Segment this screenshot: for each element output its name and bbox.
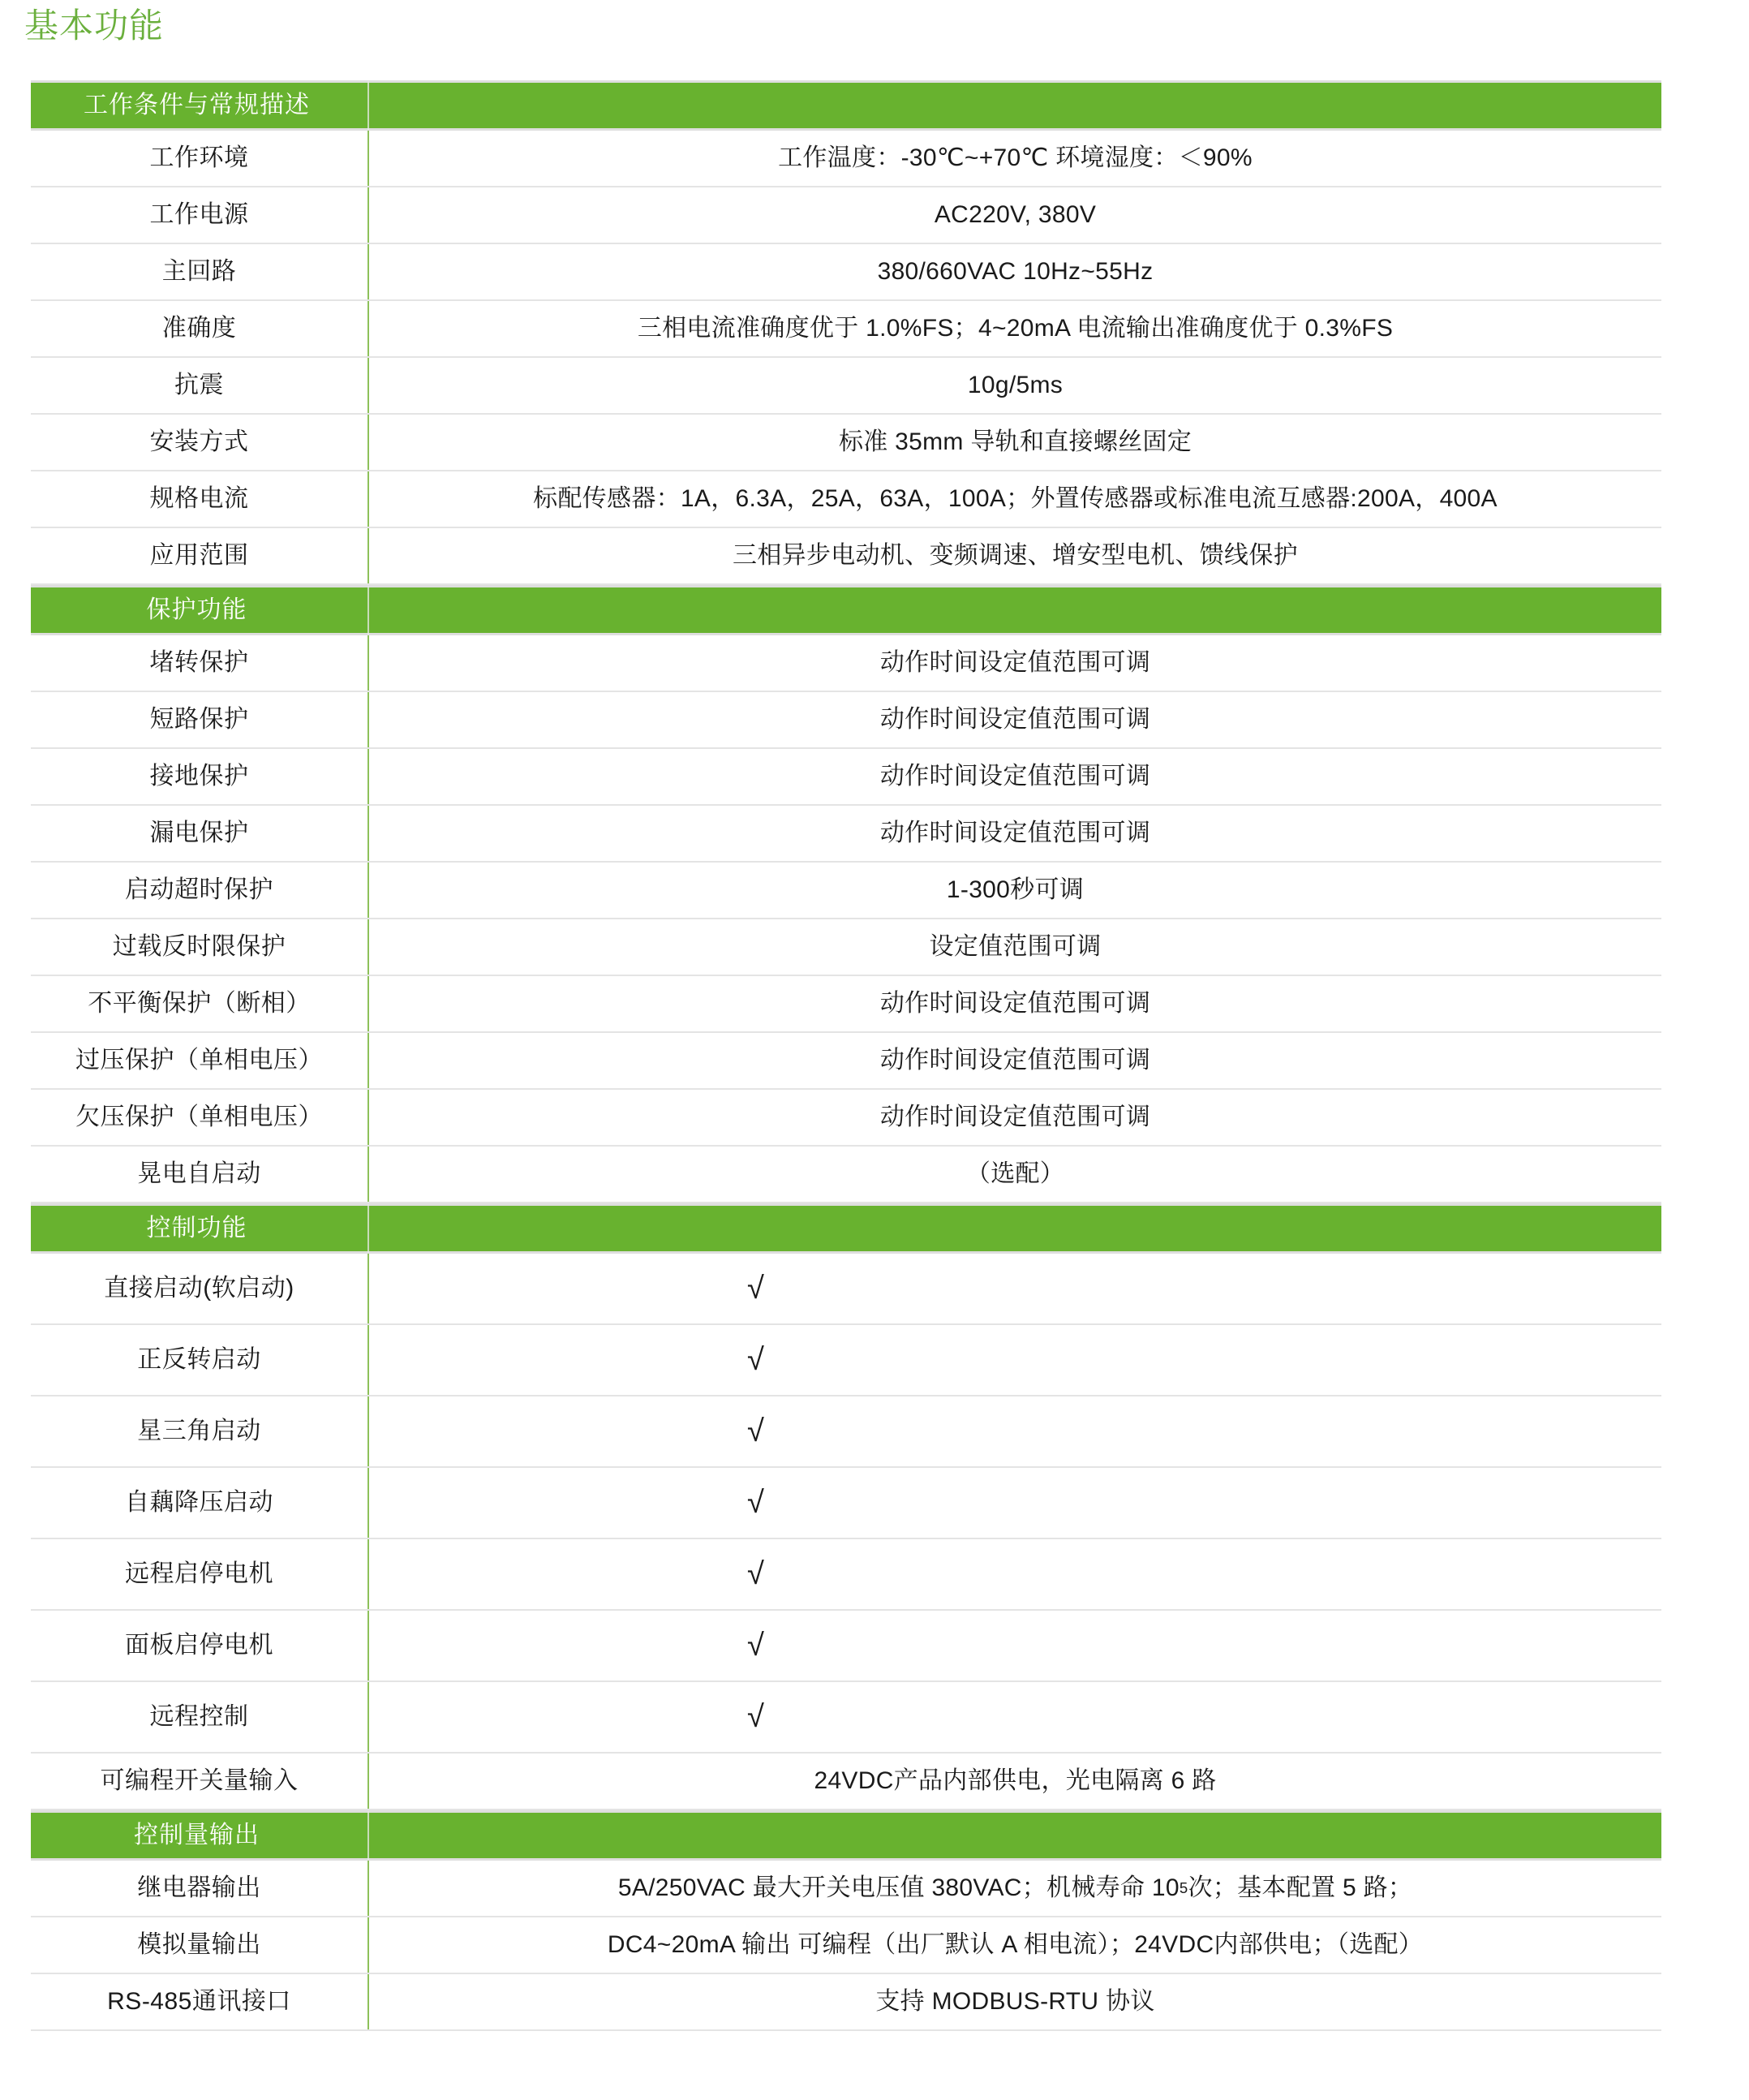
row-label: 短路保护 bbox=[149, 706, 249, 733]
row-value: 380/660VAC 10Hz~55Hz bbox=[877, 258, 1154, 285]
row-value: 支持 MODBUS-RTU 协议 bbox=[875, 1988, 1155, 2015]
section-header bbox=[31, 1203, 1661, 1254]
section-header-divider bbox=[367, 1811, 369, 1860]
table-row bbox=[31, 1090, 1661, 1147]
row-label: 应用范围 bbox=[149, 542, 249, 569]
row-label: 工作电源 bbox=[149, 201, 249, 228]
row-value: （选配） bbox=[965, 1160, 1065, 1187]
row-value: 24VDC产品内部供电，光电隔离 6 路 bbox=[814, 1767, 1217, 1794]
row-label: 准确度 bbox=[161, 315, 237, 342]
row-value: 三相电流准确度优于 1.0%FS；4~20mA 电流输出准确度优于 0.3%FS bbox=[637, 315, 1394, 342]
table-row bbox=[31, 415, 1661, 471]
checkmark-icon: √ bbox=[747, 1629, 765, 1663]
row-value: 设定值范围可调 bbox=[929, 933, 1102, 960]
row-label: 面板启停电机 bbox=[125, 1632, 273, 1659]
table-row bbox=[31, 1611, 1661, 1682]
section-header-divider bbox=[367, 1204, 369, 1253]
checkmark-icon: √ bbox=[747, 1414, 765, 1448]
table-row bbox=[31, 1147, 1661, 1203]
row-label: 直接启动(软启动) bbox=[104, 1275, 294, 1302]
section-header-label: 工作条件与常规描述 bbox=[84, 92, 310, 118]
row-label: 接地保护 bbox=[149, 763, 249, 790]
section-header-divider bbox=[367, 81, 369, 130]
section-header-label: 保护功能 bbox=[146, 596, 247, 623]
section-header bbox=[31, 80, 1661, 131]
row-label: 远程启停电机 bbox=[125, 1560, 273, 1587]
checkmark-icon: √ bbox=[747, 1486, 765, 1520]
row-value: 动作时间设定值范围可调 bbox=[879, 1104, 1151, 1130]
row-label: 安装方式 bbox=[149, 428, 249, 455]
table-row bbox=[31, 1754, 1661, 1810]
table-row bbox=[31, 1325, 1661, 1396]
checkmark-icon: √ bbox=[747, 1343, 765, 1377]
table-row bbox=[31, 976, 1661, 1033]
table-row bbox=[31, 863, 1661, 919]
row-value: 动作时间设定值范围可调 bbox=[879, 820, 1151, 846]
page-title: 基本功能 bbox=[24, 6, 165, 45]
table-row bbox=[31, 301, 1661, 358]
table-row bbox=[31, 692, 1661, 749]
row-value: 三相异步电动机、变频调速、增安型电机、馈线保护 bbox=[733, 542, 1298, 569]
section-header-label: 控制量输出 bbox=[134, 1822, 260, 1848]
row-label: 可编程开关量输入 bbox=[100, 1767, 299, 1794]
row-label: 正反转启动 bbox=[137, 1346, 261, 1373]
table-row bbox=[31, 919, 1661, 976]
row-label: 星三角启动 bbox=[137, 1418, 261, 1444]
table-row bbox=[31, 1468, 1661, 1539]
row-label: 堵转保护 bbox=[149, 649, 249, 676]
table-row bbox=[31, 1539, 1661, 1611]
row-value: 10g/5ms bbox=[967, 372, 1064, 398]
table-row bbox=[31, 1254, 1661, 1325]
table-row bbox=[31, 131, 1661, 187]
table-row bbox=[31, 806, 1661, 863]
row-value: 动作时间设定值范围可调 bbox=[879, 990, 1151, 1017]
row-label: 模拟量输出 bbox=[137, 1931, 261, 1958]
row-value: 动作时间设定值范围可调 bbox=[879, 1047, 1151, 1074]
table-row bbox=[31, 749, 1661, 806]
row-label: RS-485通讯接口 bbox=[107, 1988, 291, 2015]
row-value: 标配传感器：1A，6.3A，25A，63A，100A；外置传感器或标准电流互感器:200A，400A bbox=[533, 485, 1498, 512]
table-row bbox=[31, 244, 1661, 301]
row-label: 抗震 bbox=[174, 372, 224, 398]
row-label: 启动超时保护 bbox=[125, 876, 273, 903]
row-value: AC220V, 380V bbox=[934, 201, 1097, 228]
table-row bbox=[31, 1396, 1661, 1468]
row-value: 动作时间设定值范围可调 bbox=[879, 649, 1151, 676]
table-row bbox=[31, 471, 1661, 528]
table-row bbox=[31, 187, 1661, 244]
row-value: 5A/250VAC 最大开关电压值 380VAC；机械寿命 10 5 次；基本配置 5 路； bbox=[617, 1874, 1413, 1901]
checkmark-icon: √ bbox=[747, 1557, 765, 1591]
checkmark-icon: √ bbox=[747, 1272, 765, 1306]
row-label: 欠压保护（单相电压） bbox=[75, 1104, 323, 1130]
row-label: 漏电保护 bbox=[149, 820, 249, 846]
table-row bbox=[31, 1861, 1661, 1917]
row-value: 标准 35mm 导轨和直接螺丝固定 bbox=[838, 428, 1192, 455]
row-value: 动作时间设定值范围可调 bbox=[879, 763, 1151, 790]
row-label: 晃电自启动 bbox=[137, 1160, 261, 1187]
table-row bbox=[31, 1974, 1661, 2031]
table-row bbox=[31, 528, 1661, 585]
table-row bbox=[31, 1682, 1661, 1754]
section-header bbox=[31, 1810, 1661, 1861]
section-header bbox=[31, 585, 1661, 635]
row-label: 继电器输出 bbox=[137, 1874, 261, 1901]
specification-table bbox=[31, 80, 1661, 2031]
row-value: 1-300秒可调 bbox=[946, 876, 1085, 903]
table-row bbox=[31, 1917, 1661, 1974]
row-value: DC4~20mA 输出 可编程（出厂默认 A 相电流）；24VDC内部供电；（选配） bbox=[607, 1931, 1424, 1958]
table-row bbox=[31, 358, 1661, 415]
row-value: 工作温度：-30℃~+70℃ 环境湿度：＜90% bbox=[778, 144, 1253, 171]
checkmark-icon: √ bbox=[747, 1700, 765, 1734]
section-header-label: 控制功能 bbox=[146, 1215, 247, 1241]
row-label: 工作环境 bbox=[149, 144, 249, 171]
table-row bbox=[31, 635, 1661, 692]
row-label: 远程控制 bbox=[149, 1703, 249, 1730]
row-label: 主回路 bbox=[161, 258, 237, 285]
row-label: 不平衡保护（断相） bbox=[88, 990, 311, 1017]
row-label: 自藕降压启动 bbox=[125, 1489, 273, 1516]
row-label: 规格电流 bbox=[149, 485, 249, 512]
row-label: 过压保护（单相电压） bbox=[75, 1047, 323, 1074]
row-label: 过载反时限保护 bbox=[112, 933, 286, 960]
row-value: 动作时间设定值范围可调 bbox=[879, 706, 1151, 733]
table-row bbox=[31, 1033, 1661, 1090]
section-header-divider bbox=[367, 586, 369, 635]
